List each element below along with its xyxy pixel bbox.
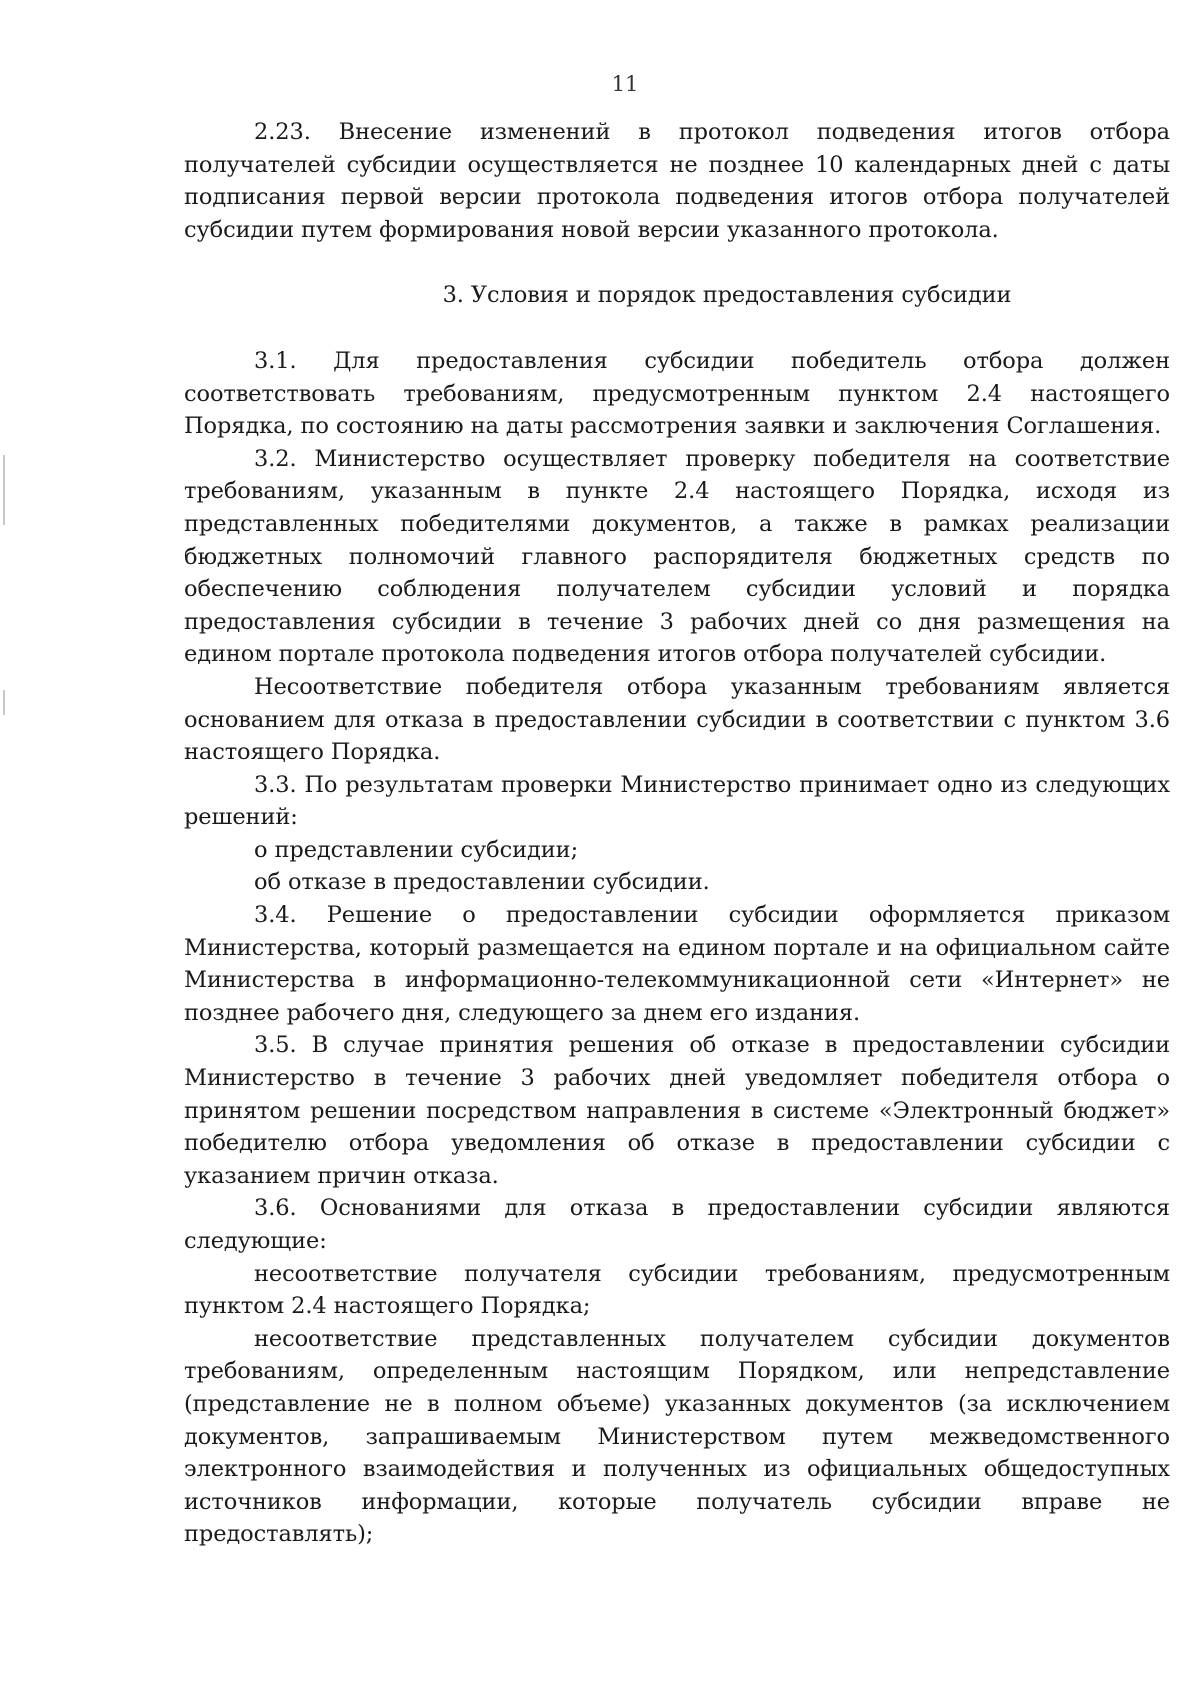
paragraph-3-6: 3.6. Основаниями для отказа в предоставлении субсидии являются следующие:	[184, 1195, 1170, 1254]
page-number: 11	[611, 72, 639, 96]
document-body	[184, 116, 1170, 1551]
paragraph-3-4: 3.4. Решение о предоставлении субсидии оформляется приказом Министерства, который размещается на едином портале и на официальном сайте Министерства в информационно-телекоммуникационной сети «Интернет» не позднее рабочего дня, следующего за днем его издания.	[184, 902, 1170, 1026]
scan-binding-mark	[3, 455, 5, 525]
paragraph-2-23: 2.23. Внесение изменений в протокол подведения итогов отбора получателей субсидии осуществляется не позднее 10 календарных дней с даты подписания первой версии протокола подведения итогов отбора получателей субсидии путем формирования новой версии указанного протокола.	[184, 119, 1170, 243]
paragraph-3-2: 3.2. Министерство осуществляет проверку победителя на соответствие требованиям, указанным в пункте 2.4 настоящего Порядка, исходя из представленных победителями документов, а также в рамках реализации бюджетных полномочий главного распорядителя бюджетных средств по обеспечению соблюдения получателем субсидии условий и порядка предоставления субсидии в течение 3 рабочих дней со дня размещения на едином портале протокола подведения итогов отбора получателей субсидии.	[184, 445, 1170, 668]
paragraph-3-3-option-a: о представлении субсидии;	[254, 836, 579, 863]
paragraph-3-1: 3.1. Для предоставления субсидии победитель отбора должен соответствовать требованиям, предусмотренным пунктом 2.4 настоящего Порядка, по состоянию на даты рассмотрения заявки и заключения Соглашения.	[184, 347, 1170, 440]
paragraph-3-3-option-b: об отказе в предоставлении субсидии.	[254, 869, 710, 896]
paragraph-3-6-ground-a: несоответствие получателя субсидии требованиям, предусмотренным пунктом 2.4 настоящего Порядка;	[184, 1260, 1170, 1320]
paragraph-3-6-ground-b: несоответствие представленных получателем субсидии документов требованиям, определенным настоящим Порядком, или непредставление (представление не в полном объеме) указанных документов (за исключением документов, запрашиваемым Министерством путем межведомственного электронного взаимодействия и полученных из официальных общедоступных источников информации, которые получатель субсидии вправе не предоставлять);	[184, 1325, 1170, 1548]
paragraph-3-2-continued: Несоответствие победителя отбора указанным требованиям является основанием для отказа в предоставлении субсидии в соответствии с пунктом 3.6 настоящего Порядка.	[184, 673, 1170, 766]
section-heading-3: 3. Условия и порядок предоставления субсидии	[442, 282, 1012, 309]
scan-binding-mark	[3, 690, 5, 715]
paragraph-3-5: 3.5. В случае принятия решения об отказе в предоставлении субсидии Министерство в течение 3 рабочих дней уведомляет победителя отбора о принятом решении посредством направления в системе «Электронный бюджет» победителю отбора уведомления об отказе в предоставлении субсидии с указанием причин отказа.	[184, 1032, 1170, 1189]
paragraph-3-3: 3.3. По результатам проверки Министерство принимает одно из следующих решений:	[184, 771, 1170, 831]
